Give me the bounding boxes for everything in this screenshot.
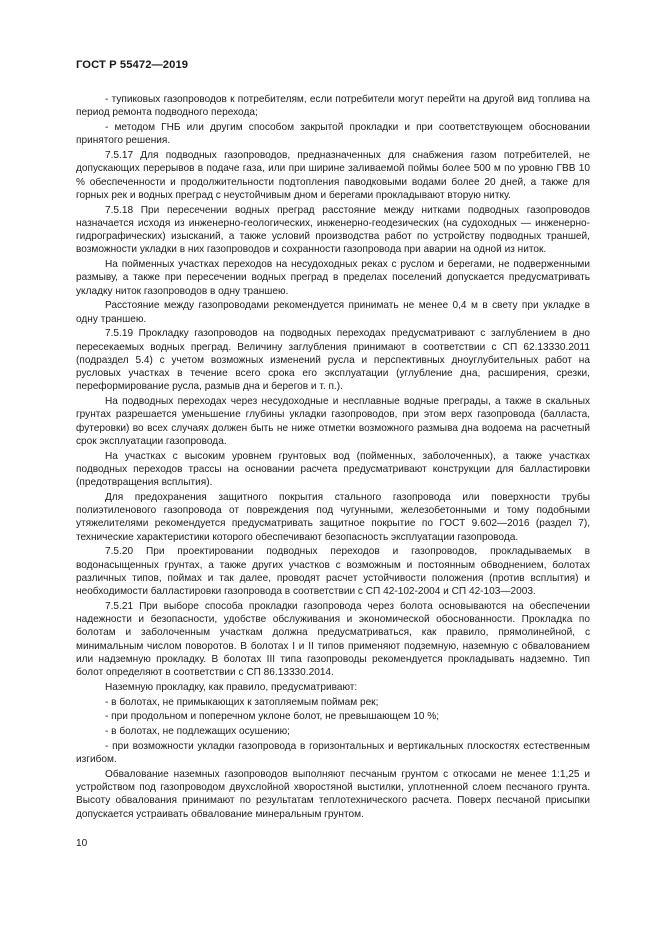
paragraph: На пойменных участках переходов на несудоходных реках с руслом и берегами, не подверженными размыву, а также при пересечении водных преград в пределах поселений допускается предусматривать укладку ниток газопроводов в одну траншею. — [76, 259, 590, 297]
paragraph: На подводных переходах через несудоходные и несплавные водные преграды, а также в скальных грунтах разрешается уменьшение глубины укладки газопроводов, при этом верх газопровода (балласта, футеровки) во всех случаях должен быть не ниже отметки возможного размыва дна водоема на расчетный срок эксплуатации газопровода. — [76, 396, 590, 447]
paragraph: 7.5.20 При проектировании подводных переходов и газопроводов, прокладываемых в водонасыщенных грунтах, а также других участков с возможным и постоянным обводнением, болотах различных типов, поймах и так далее, проводят расчет устойчивости положения (против всплытия) и необходимости балластировки газопровода в соответствии с СП 42-102-2004 и СП 42-103—2003. — [76, 546, 590, 597]
list-item: - в болотах, не примыкающих к затопляемым поймам рек; — [105, 696, 379, 708]
paragraph: 7.5.17 Для подводных газопроводов, предназначенных для снабжения газом потребителей, не допускающих перерывов в подаче газа, или при ширине заливаемой поймы более 500 м по уровню ГВВ 10 % обеспеченности и продолжительности подтопления паводковыми водами более 20 дней, а также для горных рек и водных преград с неустойчивым дном и берегами прокладывают вторую нитку. — [76, 150, 590, 201]
paragraph: Наземную прокладку, как правило, предусматривают: — [105, 681, 358, 693]
paragraph: Обвалование наземных газопроводов выполняют песчаным грунтом с откосами не менее 1:1,25 и устройством под газопроводом двухслойной хворостяной выстилки, уплотненной слоем песчаного грунта. Высоту обвалования принимают по результатам теплотехнического расчета. Поверх песчаной присыпки допускается устраивать обвалование минеральным грунтом. — [76, 768, 590, 820]
list-item: - в болотах, не подлежащих осушению; — [105, 726, 290, 737]
standard-code-header: ГОСТ Р 55472—2019 — [76, 59, 189, 71]
paragraph: - методом ГНБ или другим способом закрытой прокладки и при соответствующем обосновании принятого решения. — [76, 122, 590, 147]
paragraph: 7.5.19 Прокладку газопроводов на подводных переходах предусматривают с заглублением в дно пересекаемых водных преград. Величину заглубления принимают в соответствии с СП 62.13330.2011 (подраздел 5.4) с учетом возможных изменений русла и перспективных дноуглубительных работ на русловых участках в течение всего срока его эксплуатации (углубление дна, расширения, срезки, переформирование русла, размыв дна и берегов и т. п.). — [76, 328, 590, 393]
paragraph: 7.5.18 При пересечении водных преград расстояние между нитками подводных газопроводов назначается исходя из инженерно-геологических, инженерно-геодезических (на судоходных — инженерно-гидрографических) изысканий, а также условий производства работ по устройству подводных траншей, возможности укладки в них газопроводов и сохранности газопровода при аварии на одной из ниток. — [76, 204, 590, 256]
list-item: - при продольном и поперечном уклоне болот, не превышающем 10 %; — [105, 711, 440, 723]
paragraph: Расстояние между газопроводами рекомендуется принимать не менее 0,4 м в свету при укладке в одну траншею. — [76, 300, 590, 325]
paragraph: - тупиковых газопроводов к потребителям, если потребители могут перейти на другой вид топлива на период ремонта подводного перехода; — [76, 94, 590, 119]
paragraph: На участках с высоким уровнем грунтовых вод (пойменных, заболоченных), а также участках подводных переходов трассы на основании расчета предусматривают конструкции для балластировки (предотвращения всплытия). — [76, 450, 590, 488]
page-number: 10 — [76, 838, 88, 849]
paragraph: 7.5.21 При выборе способа прокладки газопровода через болота основываются на обеспечении надежности и безопасности, удобстве обслуживания и экономической обоснованности. Прокладка по болотам и заболоченным участкам должна предусматриваться, как правило, прямолинейной, с минимальным числом поворотов. В болотах I и II типов применяют подземную, наземную с обвалованием или надземную прокладку. В болотах III типа газопроводы рекомендуется прокладывать надземно. Тип болот определяют в соответствии с СП 86.13330.2014. — [76, 600, 590, 678]
list-item: - при возможности укладки газопровода в горизонтальных и вертикальных плоскостях естественным изгибом. — [76, 740, 590, 765]
document-body — [76, 93, 590, 822]
paragraph: Для предохранения защитного покрытия стального газопровода или поверхности трубы полиэтиленового газопровода от повреждения под чугунными, железобетонными и тому подобными утяжелителями рекомендуется предусматривать защитное покрытие по ГОСТ 9.602—2016 (раздел 7), технические характеристики которого обеспечивают безопасность эксплуатации газопровода. — [76, 491, 590, 543]
